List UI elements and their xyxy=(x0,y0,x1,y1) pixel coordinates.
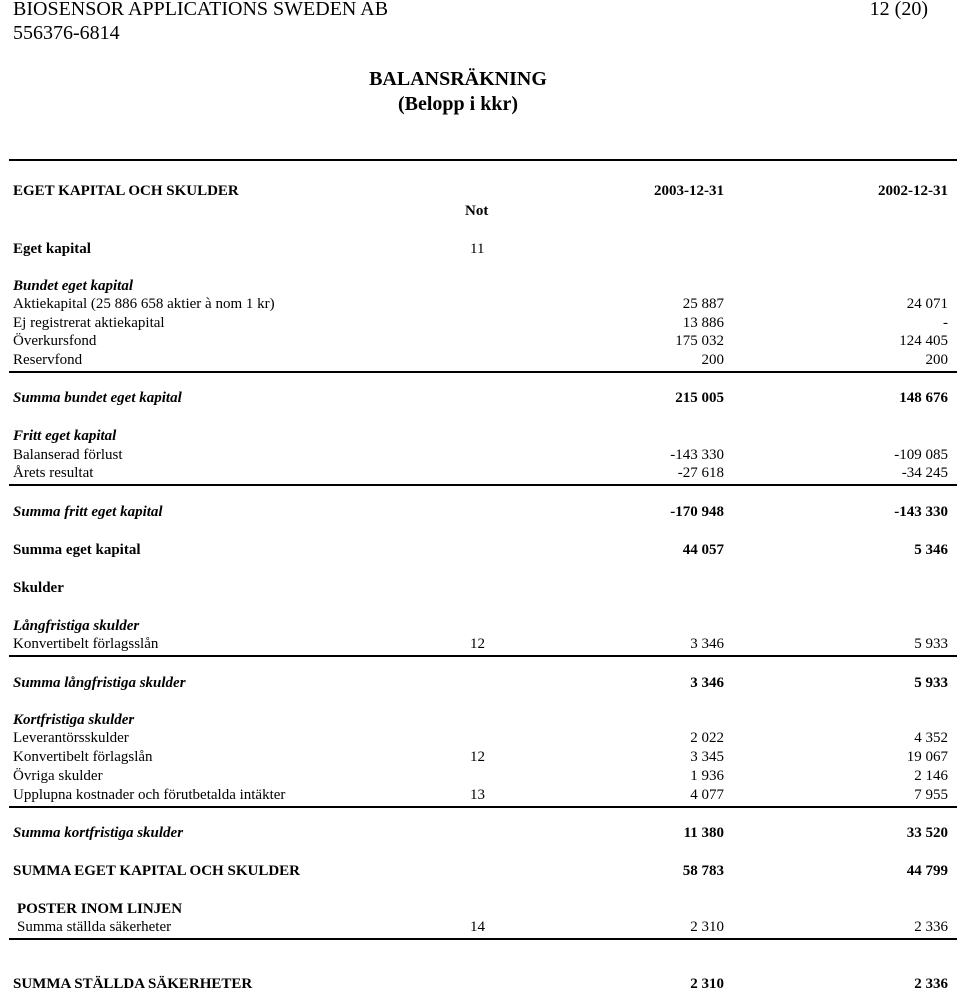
page-number: 12 (20) xyxy=(869,0,928,20)
row-not: 14 xyxy=(470,919,485,935)
column-2003: 2003-12-31 xyxy=(654,183,724,199)
table-header-not xyxy=(0,203,960,222)
table-row xyxy=(0,542,960,561)
company-name: BIOSENSOR APPLICATIONS SWEDEN AB xyxy=(13,0,389,20)
table-row xyxy=(0,333,960,352)
table-row xyxy=(0,976,960,995)
row-value-2003: -27 618 xyxy=(677,465,724,481)
row-label: Summa bundet eget kapital xyxy=(13,390,182,406)
row-value-2003: 3 346 xyxy=(690,675,724,691)
row-value-2002: 19 067 xyxy=(906,749,948,765)
table-row xyxy=(0,712,960,731)
row-label: SUMMA STÄLLDA SÄKERHETER xyxy=(13,976,253,992)
row-label: Upplupna kostnader och förutbetalda intäkter xyxy=(13,787,286,803)
row-label: Ej registrerat aktiekapital xyxy=(13,315,165,331)
row-value-2003: 200 xyxy=(701,352,724,368)
row-value-2002: 200 xyxy=(925,352,948,368)
column-not: Not xyxy=(465,203,489,219)
table-row xyxy=(0,390,960,409)
row-label: Överkursfond xyxy=(13,333,97,349)
row-value-2002: 2 336 xyxy=(914,976,948,992)
row-value-2002: 148 676 xyxy=(899,390,948,406)
row-value-2003: 13 886 xyxy=(682,315,724,331)
page-title: BALANSRÄKNING xyxy=(369,68,547,90)
row-not: 11 xyxy=(470,241,485,257)
table-row xyxy=(0,465,960,484)
divider xyxy=(9,806,957,808)
row-label: Balanserad förlust xyxy=(13,447,123,463)
table-row xyxy=(0,675,960,694)
row-value-2002: 5 933 xyxy=(914,675,948,691)
row-value-2003: 4 077 xyxy=(690,787,724,803)
row-not: 12 xyxy=(470,636,485,652)
row-value-2002: 2 336 xyxy=(914,919,948,935)
row-value-2003: 11 380 xyxy=(683,825,724,841)
row-value-2003: 3 345 xyxy=(690,749,724,765)
row-value-2002: 124 405 xyxy=(899,333,948,349)
table-row xyxy=(0,768,960,787)
row-value-2003: 58 783 xyxy=(682,863,724,879)
table-header xyxy=(0,183,960,202)
divider xyxy=(9,371,957,373)
row-label: Skulder xyxy=(13,580,64,596)
org-number: 556376-6814 xyxy=(13,22,120,44)
table-row xyxy=(0,825,960,844)
table-row xyxy=(0,863,960,882)
table-row xyxy=(0,901,960,920)
row-label: Fritt eget kapital xyxy=(13,428,117,444)
row-label: Aktiekapital (25 886 658 aktier à nom 1 kr) xyxy=(13,296,275,312)
table-row xyxy=(0,315,960,334)
row-label: Årets resultat xyxy=(13,465,94,481)
row-label: Kortfristiga skulder xyxy=(13,712,135,728)
row-label: Konvertibelt förlagslån xyxy=(13,749,153,765)
row-label: Bundet eget kapital xyxy=(13,278,133,294)
table-row xyxy=(0,428,960,447)
row-value-2003: -170 948 xyxy=(670,504,724,520)
row-value-2002: 33 520 xyxy=(906,825,948,841)
row-label: Summa kortfristiga skulder xyxy=(13,825,184,841)
row-value-2003: 2 022 xyxy=(690,730,724,746)
section-heading: EGET KAPITAL OCH SKULDER xyxy=(13,183,239,199)
row-label: Summa långfristiga skulder xyxy=(13,675,186,691)
row-value-2003: 44 057 xyxy=(682,542,724,558)
row-value-2003: 1 936 xyxy=(690,768,724,784)
table-row xyxy=(0,636,960,655)
row-value-2002: 2 146 xyxy=(914,768,948,784)
row-label: POSTER INOM LINJEN xyxy=(17,901,183,917)
row-label: Eget kapital xyxy=(13,241,91,257)
row-value-2002: 5 346 xyxy=(914,542,948,558)
row-label: Summa ställda säkerheter xyxy=(17,919,172,935)
row-value-2002: 5 933 xyxy=(914,636,948,652)
row-not: 13 xyxy=(470,787,485,803)
row-label: Summa fritt eget kapital xyxy=(13,504,163,520)
row-value-2003: 2 310 xyxy=(690,919,724,935)
table-row xyxy=(0,580,960,599)
row-label: Långfristiga skulder xyxy=(13,618,140,634)
row-label: Summa eget kapital xyxy=(13,542,141,558)
table-row xyxy=(0,241,960,260)
row-value-2002: 4 352 xyxy=(914,730,948,746)
row-value-2003: 175 032 xyxy=(675,333,724,349)
divider xyxy=(9,159,957,161)
row-label: Övriga skulder xyxy=(13,768,103,784)
table-row xyxy=(0,447,960,466)
row-value-2003: -143 330 xyxy=(670,447,724,463)
row-value-2003: 25 887 xyxy=(682,296,724,312)
row-value-2003: 215 005 xyxy=(675,390,724,406)
row-value-2002: 44 799 xyxy=(906,863,948,879)
row-label: SUMMA EGET KAPITAL OCH SKULDER xyxy=(13,863,300,879)
row-value-2002: 7 955 xyxy=(914,787,948,803)
table-row xyxy=(0,296,960,315)
table-row xyxy=(0,278,960,297)
table-row xyxy=(0,919,960,938)
row-value-2002: - xyxy=(943,315,948,331)
row-value-2002: -109 085 xyxy=(894,447,948,463)
column-2002: 2002-12-31 xyxy=(878,183,948,199)
row-value-2003: 3 346 xyxy=(690,636,724,652)
row-value-2002: -34 245 xyxy=(901,465,948,481)
table-row xyxy=(0,749,960,768)
table-row xyxy=(0,618,960,637)
row-value-2002: 24 071 xyxy=(906,296,948,312)
row-value-2002: -143 330 xyxy=(894,504,948,520)
divider xyxy=(9,655,957,657)
divider xyxy=(9,938,957,940)
page-subtitle: (Belopp i kkr) xyxy=(397,93,519,115)
row-label: Leverantörsskulder xyxy=(13,730,129,746)
row-not: 12 xyxy=(470,749,485,765)
table-row xyxy=(0,730,960,749)
row-value-2003: 2 310 xyxy=(690,976,724,992)
table-row xyxy=(0,787,960,806)
table-row xyxy=(0,504,960,523)
row-label: Reservfond xyxy=(13,352,83,368)
table-row xyxy=(0,352,960,371)
divider xyxy=(9,484,957,486)
row-label: Konvertibelt förlagsslån xyxy=(13,636,159,652)
